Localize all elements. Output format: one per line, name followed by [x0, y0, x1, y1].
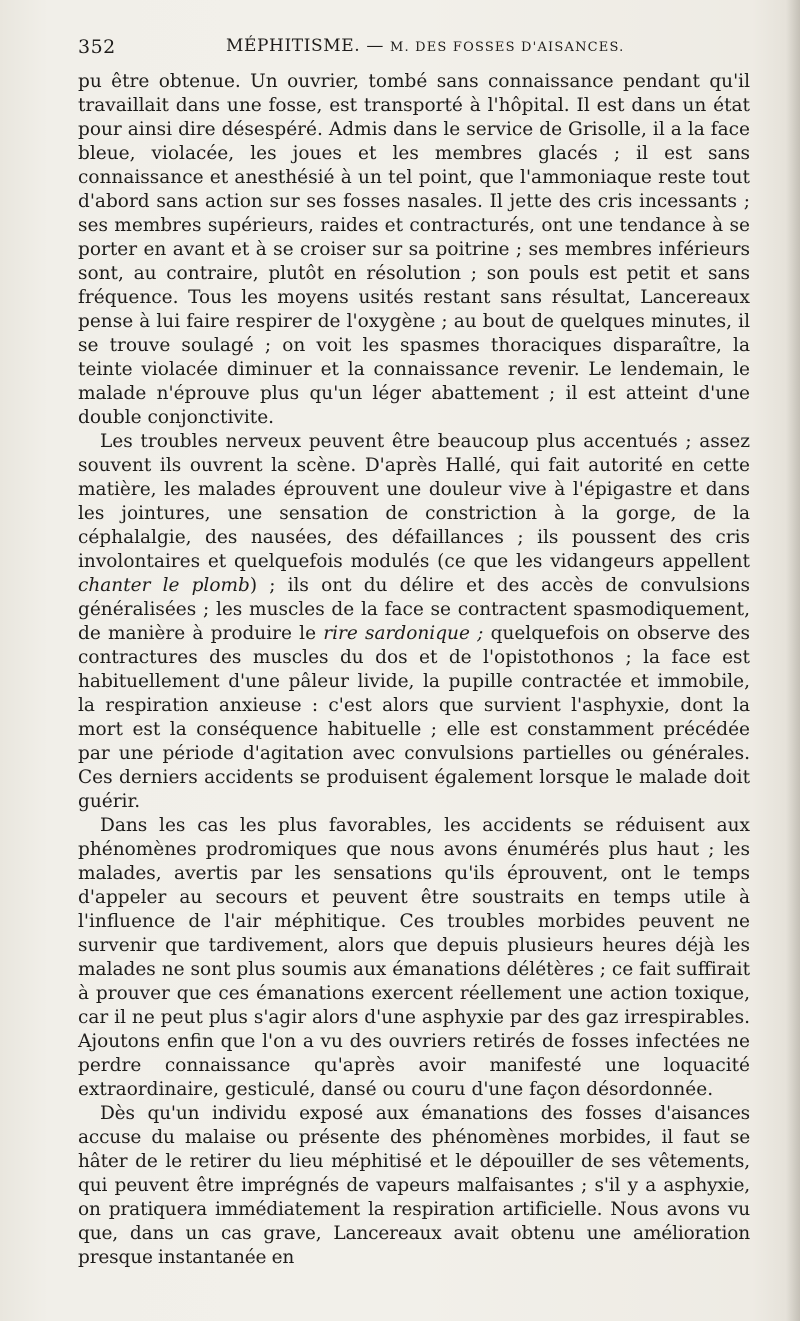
- italic-rire-sardonique: rire sardonique ;: [323, 623, 484, 644]
- body-text: [78, 70, 750, 1270]
- paragraph-1: pu être obtenue. Un ouvrier, tombé sans connaissance pendant qu'il travaillait dans une fosse, est transporté à l'hôpital. Il est dans un état pour ainsi dire désespéré. Admis dans le service de Grisolle, il a la face bleue, violacée, les joues et les membres glacés ; il est sans connaissance et anesthésié à un tel point, que l'ammoniaque reste tout d'abord sans action sur ses fosses nasales. Il jette des cris incessants ; ses membres supérieurs, raides et contracturés, ont une tendance à se porter en avant et à se croiser sur sa poitrine ; ses membres inférieurs sont, au contraire, plutôt en résolution ; son pouls est petit et sans fréquence. Tous les moyens usités restant sans résultat, Lancereaux pense à lui faire respirer de l'oxygène ; au bout de quelques minutes, il se trouve soulagé ; on voit les spasmes thoraciques disparaître, la teinte violacée diminuer et la connaissance revenir. Le lendemain, le malade n'éprouve plus qu'un léger abattement ; il est atteint d'une double conjonctivite.: [78, 71, 750, 428]
- page-number: 352: [78, 36, 116, 58]
- page-edge-shadow: [786, 0, 800, 1321]
- running-section: M. DES FOSSES D'AISANCES.: [389, 40, 625, 55]
- running-head: [226, 36, 624, 56]
- paragraph-2-part-3: quelquefois on observe des contractures des muscles du dos et de l'opistothonos ; la face est habituellement d'une pâleur livide, la pupille contractée et immobile, la respiration anxieuse : c'est alors que survient l'asphyxie, dont la mort est la conséquence habituelle ; elle est constamment précédée par une période d'agitation avec convulsions partielles ou générales. Ces derniers accidents se produisent également lorsque le malade doit guérir.: [78, 623, 750, 812]
- running-title: MÉPHITISME. —: [226, 36, 390, 56]
- paragraph-4: Dès qu'un individu exposé aux émanations des fosses d'aisances accuse du malaise ou présente des phénomènes morbides, il faut se hâter de le retirer du lieu méphitisé et le dépouiller de ses vêtements, qui peuvent être imprégnés de vapeurs malfaisantes ; s'il y a asphyxie, on pratiquera immédiatement la respiration artificielle. Nous avons vu que, dans un cas grave, Lancereaux avait obtenu une amélioration presque instantanée en: [78, 1103, 750, 1268]
- paragraph-2: [78, 430, 750, 814]
- page-header: [78, 36, 750, 66]
- paragraph-3: Dans les cas les plus favorables, les accidents se réduisent aux phénomènes prodromiques que nous avons énumérés plus haut ; les malades, avertis par les sensations qu'ils éprouvent, ont le temps d'appeler au secours et peuvent être soustraits en temps utile à l'influence de l'air méphitique. Ces troubles morbides peuvent ne survenir que tardivement, alors que depuis plusieurs heures déjà les malades ne sont plus soumis aux émanations délétères ; ce fait suffirait à prouver que ces émanations exercent réellement une action toxique, car il ne peut plus s'agir alors d'une asphyxie par des gaz irrespirables. Ajoutons enfin que l'on a vu des ouvriers retirés de fosses infectées ne perdre connaissance qu'après avoir manifesté une loquacité extraordinaire, gesticulé, dansé ou couru d'une façon désordonnée.: [78, 815, 750, 1100]
- italic-chanter-le-plomb: chanter le plomb: [78, 575, 250, 596]
- paragraph-2-part-2: ) ; ils ont du délire et des accès de convulsions généralisées ; les muscles de la face se contractent spasmodiquement, de manière à produire le: [78, 575, 750, 644]
- paragraph-2-part-1: Les troubles nerveux peuvent être beaucoup plus accentués ; assez souvent ils ouvrent la scène. D'après Hallé, qui fait autorité en cette matière, les malades éprouvent une douleur vive à l'épigastre et dans les jointures, une sensation de constriction à la gorge, de la céphalalgie, des nausées, des défaillances ; ils poussent des cris involontaires et quelquefois modulés (ce que les vidangeurs appellent: [78, 431, 750, 572]
